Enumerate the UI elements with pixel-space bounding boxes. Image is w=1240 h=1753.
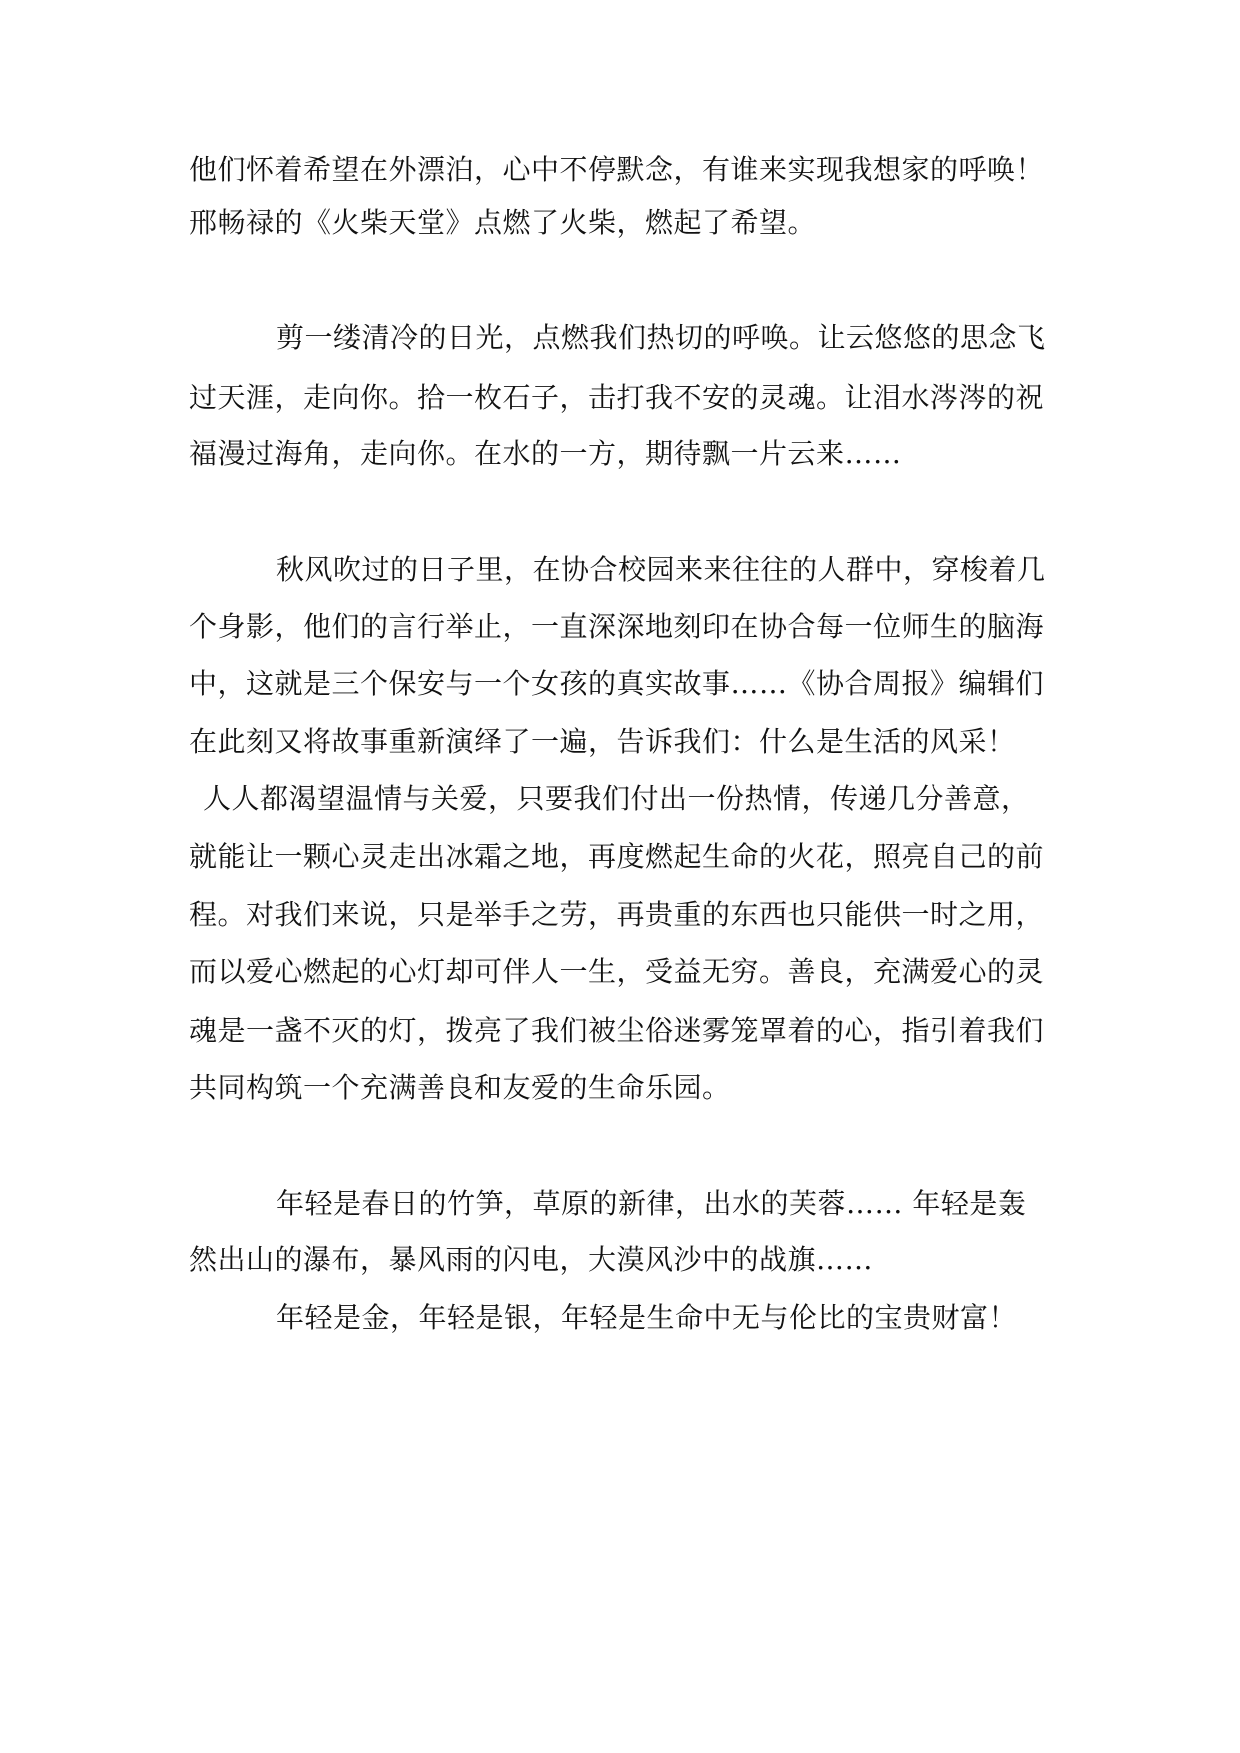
paragraph-1-line-2: 邢畅禄的《火柴天堂》点燃了火柴，燃起了希望。	[189, 206, 817, 239]
paragraph-3-line-1: 秋风吹过的日子里，在协合校园来来往往的人群中，穿梭着几	[276, 553, 1046, 586]
paragraph-5-line-2: 然出山的瀑布，暴风雨的闪电，大漠风沙中的战旗……	[189, 1243, 874, 1276]
paragraph-4-line-2: 就能让一颗心灵走出冰霜之地，再度燃起生命的火花，照亮自己的前	[189, 840, 1045, 873]
paragraph-3-line-3: 中，这就是三个保安与一个女孩的真实故事……《协合周报》编辑们	[189, 667, 1045, 700]
paragraph-4-line-5: 魂是一盏不灭的灯，拨亮了我们被尘俗迷雾笼罩着的心，指引着我们	[189, 1014, 1045, 1047]
paragraph-2-line-1: 剪一缕清冷的日光，点燃我们热切的呼唤。让云悠悠的思念飞	[276, 321, 1046, 354]
paragraph-2-line-3: 福漫过海角，走向你。在水的一方，期待飘一片云来……	[189, 437, 902, 470]
paragraph-4-line-4: 而以爱心燃起的心灯却可伴人一生，受益无穷。善良，充满爱心的灵	[189, 955, 1045, 988]
paragraph-6-line-1: 年轻是金，年轻是银，年轻是生命中无与伦比的宝贵财富！	[276, 1301, 1018, 1334]
paragraph-2-line-2: 过天涯，走向你。拾一枚石子，击打我不安的灵魂。让泪水涔涔的祝	[189, 381, 1045, 414]
paragraph-5-line-1: 年轻是春日的竹笋，草原的新律，出水的芙蓉…… 年轻是轰	[276, 1187, 1027, 1220]
paragraph-4-line-3: 程。对我们来说，只是举手之劳，再贵重的东西也只能供一时之用，	[189, 898, 1045, 931]
paragraph-1-line-1: 他们怀着希望在外漂泊，心中不停默念，有谁来实现我想家的呼唤！	[189, 153, 1045, 186]
paragraph-3-line-2: 个身影，他们的言行举止，一直深深地刻印在协合每一位师生的脑海	[189, 610, 1045, 643]
paragraph-4-line-6: 共同构筑一个充满善良和友爱的生命乐园。	[189, 1071, 731, 1104]
paragraph-3-line-4: 在此刻又将故事重新演绎了一遍，告诉我们：什么是生活的风采！	[189, 725, 1016, 758]
paragraph-4-line-1: 人人都渴望温情与关爱，只要我们付出一份热情，传递几分善意，	[203, 782, 1030, 815]
